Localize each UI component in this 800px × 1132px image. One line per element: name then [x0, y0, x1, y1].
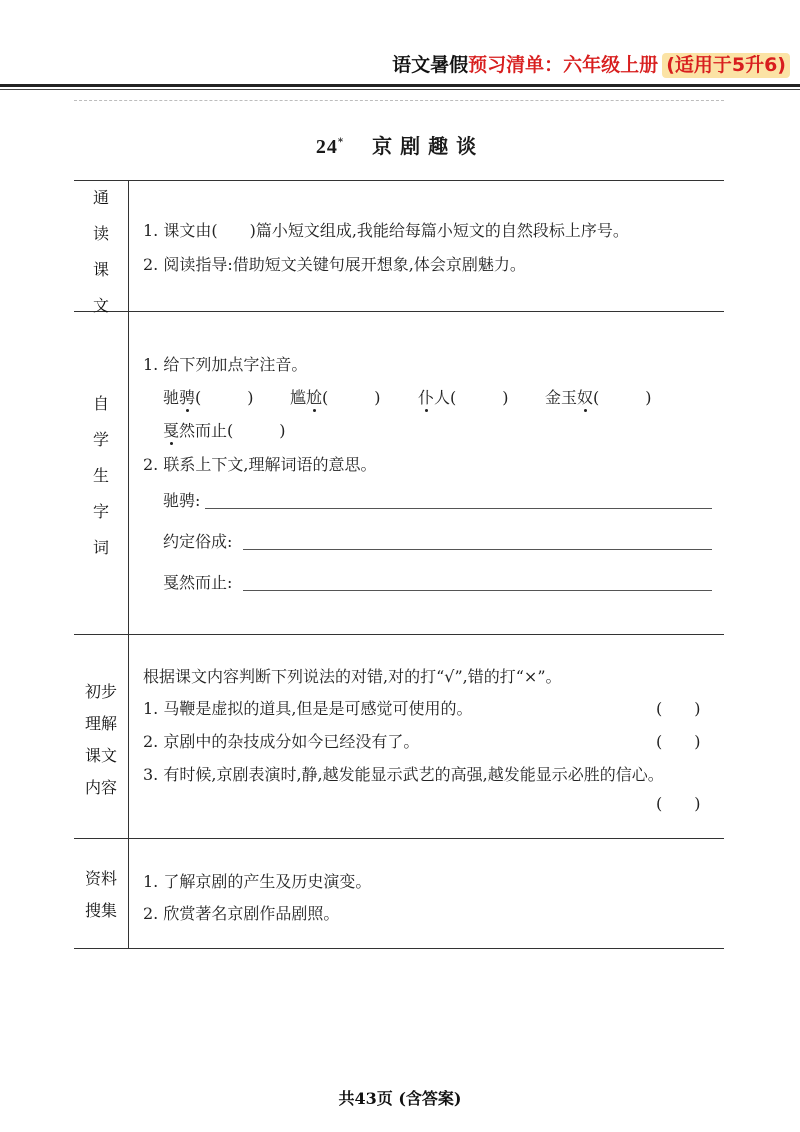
lesson-star: *: [337, 137, 345, 149]
table-border-top: [74, 180, 724, 181]
meaning-word-label: 约定俗成:: [163, 532, 233, 551]
judge-item-3: 3. 有时候,京剧表演时,静,越发能显示武艺的高强,越发能显示必胜的信心。: [143, 765, 664, 784]
lesson-title: [0, 130, 800, 159]
table-border-bottom: [74, 948, 724, 949]
page-footer: 共43页 (含答案): [338, 1089, 462, 1108]
judge-answer-blank[interactable]: ( ): [656, 794, 701, 813]
judge-item-2: 2. 京剧中的杂技成分如今已经没有了。: [143, 732, 420, 751]
research-item-2: 2. 欣赏著名京剧作品剧照。: [143, 904, 340, 923]
table-divider: [74, 838, 724, 839]
judge-instructions: 根据课文内容判断下列说法的对错,对的打“√”,错的打“×”。: [143, 667, 562, 686]
pinyin-word: 驰骋( ): [163, 388, 254, 407]
header-grade-badge: (适用于5升6): [662, 53, 790, 78]
pinyin-word: 尴尬( ): [290, 388, 381, 407]
judge-answer-blank[interactable]: ( ): [656, 699, 701, 718]
pinyin-word: 戛然而止( ): [163, 421, 286, 440]
pinyin-word: 仆人( ): [418, 388, 509, 407]
meaning-word-label: 驰骋:: [163, 491, 201, 510]
section-label-self-study-words: 自 学 生 字 词: [92, 394, 109, 557]
section-label-understanding: 初步 理解 课文 内容: [84, 682, 117, 797]
pinyin-word: 金玉奴( ): [545, 388, 652, 407]
meaning-answer-line[interactable]: [243, 549, 712, 550]
read-text-item-2: 2. 阅读指导:借助短文关键句展开想象,体会京剧魅力。: [143, 255, 526, 274]
header-prefix: 语文暑假: [392, 54, 469, 76]
table-column-divider: [128, 180, 129, 948]
section-label-read-text: 通 读 课 文: [92, 188, 109, 315]
meaning-answer-line[interactable]: [205, 508, 712, 509]
research-item-1: 1. 了解京剧的产生及历史演变。: [143, 872, 372, 891]
meaning-answer-line[interactable]: [243, 590, 712, 591]
lesson-name: 京剧趣谈: [372, 134, 485, 158]
table-divider: [74, 311, 724, 312]
meaning-word-label: 戛然而止:: [163, 573, 233, 592]
section-label-research: 资料 搜集: [84, 869, 117, 920]
judge-item-1: 1. 马鞭是虚拟的道具,但是是可感觉可使用的。: [143, 699, 473, 718]
read-text-item-1: 1. 课文由( )篇小短文组成,我能给每篇小短文的自然段标上序号。: [143, 221, 629, 240]
lesson-number: 24: [315, 136, 338, 158]
header-highlight: 预习清单：六年级上册: [468, 54, 659, 76]
header-title: [392, 50, 790, 77]
dashed-divider: [74, 100, 724, 101]
header-rule-thick: [0, 84, 800, 87]
header-rule-thin: [0, 89, 800, 90]
pinyin-question: 1. 给下列加点字注音。: [143, 355, 308, 374]
judge-answer-blank[interactable]: ( ): [656, 732, 701, 751]
meaning-question: 2. 联系上下文,理解词语的意思。: [143, 455, 377, 474]
table-divider: [74, 634, 724, 635]
